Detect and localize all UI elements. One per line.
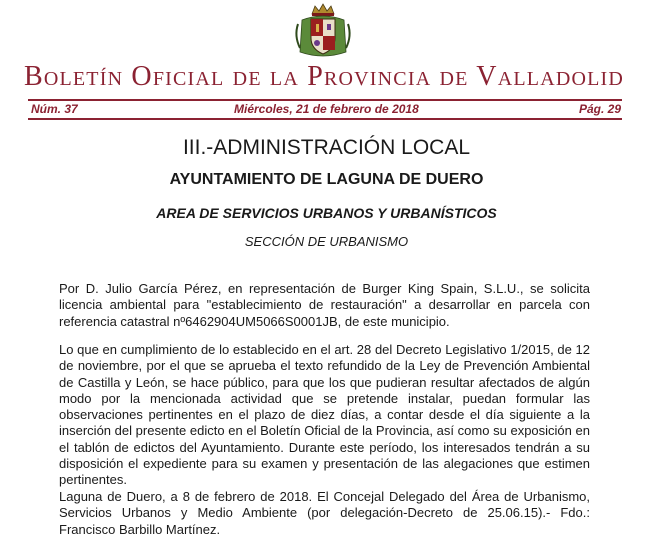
- coat-of-arms-icon: [290, 2, 356, 60]
- section-heading: III.-ADMINISTRACIÓN LOCAL: [182, 136, 471, 159]
- issue-date: Miércoles, 21 de febrero de 2018: [234, 102, 419, 116]
- issue-number: Núm. 37: [31, 102, 78, 116]
- page-number: Pág. 29: [578, 102, 621, 116]
- body-paragraph-signature: Laguna de Duero, a 8 de febrero de 2018. El Concejal Delegado del Área de Urbanismo, Servicios Urbanos y Medio Ambiente (por delegación-Decreto de 25.06.15).- Fdo.: Francisco Barbillo Martínez.: [59, 489, 590, 537]
- subsection-heading: SECCIÓN DE URBANISMO: [244, 234, 409, 249]
- body-paragraph-notice: Lo que en cumplimiento de lo establecido en el art. 28 del Decreto Legislativo 1/2015, de 12 de noviembre, por el que se aprueba el texto refundido de la Ley de Prevención Ambiental de Castilla y León, se hace público, para que los que pudieran resultar afectados de algún modo por la mencionada actividad que se pretende instalar, puedan formular las observaciones pertinentes en el plazo de diez días, a contar desde el día siguiente a la inserción del presente edicto en el Boletín Oficial de la Provincia, así como su exposición en el tablón de edictos del Ayuntamiento. Durante este período, los interesados tendrán a su disposición el expediente para su examen y presentación de las alegaciones que estimen pertinentes.: [59, 342, 590, 488]
- body-paragraph-request: Por D. Julio García Pérez, en representación de Burger King Spain, S.L.U., se solicita licencia ambiental para "establecimiento de restauración" a desarrollar en parcela con referencia catastral nº6462904UM5066S0001JB, de este municipio.: [59, 281, 590, 329]
- organization-heading: AYUNTAMIENTO DE LAGUNA DE DUERO: [169, 171, 484, 188]
- masthead-bottom-rule: [28, 118, 622, 120]
- bulletin-masthead-title: Boletín Oficial de la Provincia de Valladolid: [23, 61, 625, 92]
- area-heading: AREA DE SERVICIOS URBANOS Y URBANÍSTICOS: [156, 205, 497, 221]
- coat-of-arms-graphic: [290, 2, 356, 60]
